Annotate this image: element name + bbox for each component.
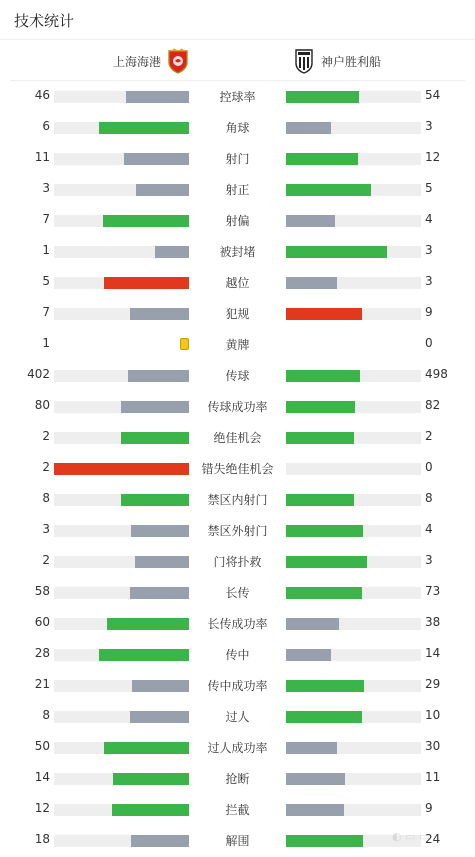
home-stat-bar bbox=[121, 401, 189, 413]
page-header bbox=[0, 0, 475, 40]
away-stat-bar-track bbox=[286, 432, 421, 444]
home-stat-value: 1 bbox=[42, 336, 50, 350]
stat-row bbox=[0, 546, 475, 577]
stat-label: 传中 bbox=[225, 648, 250, 662]
away-stat-bar-track bbox=[286, 742, 421, 754]
stat-label: 拦截 bbox=[225, 803, 250, 817]
home-team[interactable] bbox=[113, 48, 190, 74]
watermark-icon: ◐ ▭ ▭ bbox=[392, 830, 430, 843]
home-stat-bar-track bbox=[54, 649, 189, 661]
stat-row bbox=[0, 329, 475, 360]
away-stat-value: 30 bbox=[425, 739, 441, 753]
home-stat-bar bbox=[155, 246, 189, 258]
away-stat-value: 8 bbox=[425, 491, 433, 505]
stat-row bbox=[0, 608, 475, 639]
home-stat-value: 1 bbox=[42, 243, 50, 257]
stat-label: 禁区外射门 bbox=[207, 524, 268, 538]
home-stat-bar-track bbox=[54, 556, 189, 568]
stat-label: 角球 bbox=[225, 121, 250, 135]
stat-row bbox=[0, 112, 475, 143]
yellow-card-icon bbox=[180, 338, 189, 350]
home-stat-bar-track bbox=[54, 742, 189, 754]
away-team-name: 神户胜利船 bbox=[321, 54, 382, 69]
stat-row bbox=[0, 639, 475, 670]
stat-label: 被封堵 bbox=[219, 245, 256, 259]
away-stat-bar-track bbox=[286, 618, 421, 630]
home-stat-bar bbox=[54, 463, 189, 475]
away-stat-bar-track bbox=[286, 804, 421, 816]
stat-row bbox=[0, 360, 475, 391]
away-stat-bar bbox=[286, 711, 362, 723]
away-stat-bar-track bbox=[286, 525, 421, 537]
stat-row bbox=[0, 701, 475, 732]
away-stat-bar-track bbox=[286, 277, 421, 289]
away-team-crest-icon bbox=[292, 48, 316, 74]
away-stat-bar bbox=[286, 680, 364, 692]
stats-list bbox=[0, 81, 475, 856]
home-stat-bar bbox=[103, 215, 189, 227]
away-stat-value: 4 bbox=[425, 522, 433, 536]
away-stat-value: 3 bbox=[425, 119, 433, 133]
stat-label: 门将扑救 bbox=[213, 555, 262, 569]
home-team-crest-icon bbox=[166, 48, 190, 74]
home-stat-value: 2 bbox=[42, 553, 50, 567]
home-stat-value: 7 bbox=[42, 212, 50, 226]
home-stat-value: 21 bbox=[34, 677, 50, 691]
home-stat-value: 5 bbox=[42, 274, 50, 288]
home-stat-value: 11 bbox=[34, 150, 50, 164]
away-stat-bar bbox=[286, 308, 362, 320]
away-stat-bar bbox=[286, 91, 359, 103]
away-stat-value: 9 bbox=[425, 801, 433, 815]
away-stat-value: 11 bbox=[425, 770, 441, 784]
home-stat-bar bbox=[124, 153, 189, 165]
home-stat-value: 402 bbox=[27, 367, 50, 381]
away-stat-value: 10 bbox=[425, 708, 441, 722]
stat-label: 控球率 bbox=[219, 90, 256, 104]
away-stat-bar bbox=[286, 494, 354, 506]
home-stat-value: 2 bbox=[42, 460, 50, 474]
page-title: 技术统计 bbox=[14, 12, 75, 30]
away-stat-bar bbox=[286, 773, 345, 785]
away-stat-bar bbox=[286, 370, 360, 382]
away-stat-bar bbox=[286, 153, 358, 165]
stat-label: 传球 bbox=[225, 369, 250, 383]
home-stat-bar-track bbox=[54, 339, 189, 351]
stat-row bbox=[0, 391, 475, 422]
away-stat-bar-track bbox=[286, 463, 421, 475]
away-stat-bar bbox=[286, 122, 331, 134]
away-stat-bar-track bbox=[286, 91, 421, 103]
away-stat-value: 2 bbox=[425, 429, 433, 443]
home-stat-value: 3 bbox=[42, 522, 50, 536]
home-stat-bar-track bbox=[54, 835, 189, 847]
home-team-name: 上海海港 bbox=[112, 54, 161, 69]
away-stat-value: 24 bbox=[425, 832, 441, 846]
home-stat-bar-track bbox=[54, 525, 189, 537]
home-stat-bar bbox=[112, 804, 189, 816]
home-stat-bar-track bbox=[54, 463, 189, 475]
away-stat-bar bbox=[286, 835, 363, 847]
away-stat-bar-track bbox=[286, 494, 421, 506]
away-stat-bar bbox=[286, 587, 362, 599]
away-stat-value: 82 bbox=[425, 398, 441, 412]
home-stat-bar-track bbox=[54, 587, 189, 599]
away-stat-value: 5 bbox=[425, 181, 433, 195]
away-stat-value: 73 bbox=[425, 584, 441, 598]
stat-label: 长传 bbox=[225, 586, 250, 600]
home-stat-value: 3 bbox=[42, 181, 50, 195]
away-stat-bar-track bbox=[286, 556, 421, 568]
stat-row bbox=[0, 763, 475, 794]
away-stat-bar-track bbox=[286, 308, 421, 320]
stat-label: 绝佳机会 bbox=[213, 431, 262, 445]
away-stat-bar bbox=[286, 277, 337, 289]
away-stat-value: 4 bbox=[425, 212, 433, 226]
stat-label: 犯规 bbox=[225, 307, 250, 321]
stat-row bbox=[0, 794, 475, 825]
away-team[interactable] bbox=[292, 48, 381, 74]
away-stat-bar bbox=[286, 556, 367, 568]
away-stat-value: 0 bbox=[425, 460, 433, 474]
away-stat-bar-track bbox=[286, 339, 421, 351]
stat-label: 射门 bbox=[225, 152, 250, 166]
away-stat-value: 38 bbox=[425, 615, 441, 629]
home-stat-bar-track bbox=[54, 184, 189, 196]
home-stat-bar-track bbox=[54, 804, 189, 816]
away-stat-bar bbox=[286, 401, 355, 413]
away-stat-value: 29 bbox=[425, 677, 441, 691]
away-stat-bar bbox=[286, 649, 331, 661]
home-stat-value: 60 bbox=[34, 615, 50, 629]
stat-row bbox=[0, 515, 475, 546]
away-stat-bar-track bbox=[286, 649, 421, 661]
away-stat-value: 498 bbox=[425, 367, 448, 381]
home-stat-bar bbox=[130, 308, 189, 320]
stat-label: 长传成功率 bbox=[207, 617, 268, 631]
home-stat-bar bbox=[131, 835, 189, 847]
away-stat-value: 9 bbox=[425, 305, 433, 319]
home-stat-bar-track bbox=[54, 432, 189, 444]
away-stat-bar bbox=[286, 215, 335, 227]
home-stat-value: 12 bbox=[34, 801, 50, 815]
home-stat-bar-track bbox=[54, 370, 189, 382]
stat-label: 错失绝佳机会 bbox=[201, 462, 274, 476]
away-stat-value: 14 bbox=[425, 646, 441, 660]
home-stat-bar-track bbox=[54, 680, 189, 692]
home-stat-value: 80 bbox=[34, 398, 50, 412]
home-stat-value: 18 bbox=[34, 832, 50, 846]
home-stat-bar bbox=[132, 680, 189, 692]
home-stat-bar bbox=[128, 370, 189, 382]
away-stat-value: 3 bbox=[425, 274, 433, 288]
away-stat-bar-track bbox=[286, 246, 421, 258]
home-stat-bar-track bbox=[54, 277, 189, 289]
stat-label: 解围 bbox=[225, 834, 250, 848]
home-stat-bar bbox=[99, 122, 189, 134]
away-stat-bar-track bbox=[286, 587, 421, 599]
away-stat-bar-track bbox=[286, 153, 421, 165]
home-stat-bar bbox=[121, 432, 189, 444]
stat-row bbox=[0, 267, 475, 298]
home-stat-value: 8 bbox=[42, 491, 50, 505]
away-stat-bar-track bbox=[286, 711, 421, 723]
stat-label: 禁区内射门 bbox=[207, 493, 268, 507]
away-stat-bar bbox=[286, 246, 387, 258]
stat-label: 过人 bbox=[225, 710, 250, 724]
home-stat-bar-track bbox=[54, 153, 189, 165]
home-stat-bar bbox=[113, 773, 189, 785]
teams-header bbox=[10, 41, 465, 81]
away-stat-bar bbox=[286, 618, 339, 630]
stat-label: 射偏 bbox=[225, 214, 250, 228]
away-stat-value: 12 bbox=[425, 150, 441, 164]
home-stat-bar bbox=[130, 587, 189, 599]
home-stat-value: 28 bbox=[34, 646, 50, 660]
home-stat-value: 14 bbox=[34, 770, 50, 784]
home-stat-bar-track bbox=[54, 618, 189, 630]
away-stat-bar-track bbox=[286, 122, 421, 134]
away-stat-value: 0 bbox=[425, 336, 433, 350]
away-stat-bar bbox=[286, 804, 344, 816]
home-stat-bar bbox=[107, 618, 189, 630]
stat-label: 黄牌 bbox=[225, 338, 250, 352]
stat-label: 过人成功率 bbox=[207, 741, 268, 755]
away-stat-value: 3 bbox=[425, 553, 433, 567]
home-stat-value: 2 bbox=[42, 429, 50, 443]
stat-row bbox=[0, 670, 475, 701]
home-stat-bar bbox=[126, 91, 189, 103]
stat-row bbox=[0, 81, 475, 112]
home-stat-bar-track bbox=[54, 246, 189, 258]
away-stat-bar bbox=[286, 432, 354, 444]
home-stat-value: 7 bbox=[42, 305, 50, 319]
home-stat-bar bbox=[104, 742, 189, 754]
stat-label: 越位 bbox=[225, 276, 250, 290]
stat-row bbox=[0, 205, 475, 236]
home-stat-bar-track bbox=[54, 773, 189, 785]
stat-label: 传中成功率 bbox=[207, 679, 268, 693]
away-stat-bar bbox=[286, 742, 337, 754]
home-stat-value: 58 bbox=[34, 584, 50, 598]
away-stat-bar-track bbox=[286, 401, 421, 413]
stat-row bbox=[0, 484, 475, 515]
home-stat-bar-track bbox=[54, 494, 189, 506]
home-stat-bar bbox=[130, 711, 189, 723]
home-stat-bar-track bbox=[54, 215, 189, 227]
home-stat-bar bbox=[135, 556, 189, 568]
away-stat-value: 54 bbox=[425, 88, 441, 102]
stat-row bbox=[0, 453, 475, 484]
away-stat-bar-track bbox=[286, 370, 421, 382]
home-stat-bar bbox=[99, 649, 189, 661]
home-stat-value: 8 bbox=[42, 708, 50, 722]
away-stat-bar-track bbox=[286, 773, 421, 785]
home-stat-bar bbox=[136, 184, 189, 196]
stat-label: 抢断 bbox=[225, 772, 250, 786]
away-stat-bar bbox=[286, 184, 371, 196]
away-stat-bar-track bbox=[286, 215, 421, 227]
home-stat-bar-track bbox=[54, 122, 189, 134]
home-stat-bar bbox=[131, 525, 189, 537]
stat-row bbox=[0, 732, 475, 763]
home-stat-bar-track bbox=[54, 401, 189, 413]
stat-row bbox=[0, 422, 475, 453]
stat-label: 传球成功率 bbox=[207, 400, 268, 414]
home-stat-bar-track bbox=[54, 711, 189, 723]
home-stat-value: 46 bbox=[34, 88, 50, 102]
home-stat-bar bbox=[121, 494, 189, 506]
away-stat-bar bbox=[286, 525, 363, 537]
stat-row bbox=[0, 236, 475, 267]
away-stat-bar-track bbox=[286, 184, 421, 196]
home-stat-bar-track bbox=[54, 308, 189, 320]
stat-row bbox=[0, 174, 475, 205]
home-stat-bar bbox=[104, 277, 189, 289]
home-stat-value: 50 bbox=[34, 739, 50, 753]
away-stat-value: 3 bbox=[425, 243, 433, 257]
stat-row bbox=[0, 577, 475, 608]
away-stat-bar-track bbox=[286, 680, 421, 692]
home-stat-bar-track bbox=[54, 91, 189, 103]
stat-row bbox=[0, 143, 475, 174]
home-stat-value: 6 bbox=[42, 119, 50, 133]
stat-row bbox=[0, 298, 475, 329]
stat-label: 射正 bbox=[225, 183, 250, 197]
